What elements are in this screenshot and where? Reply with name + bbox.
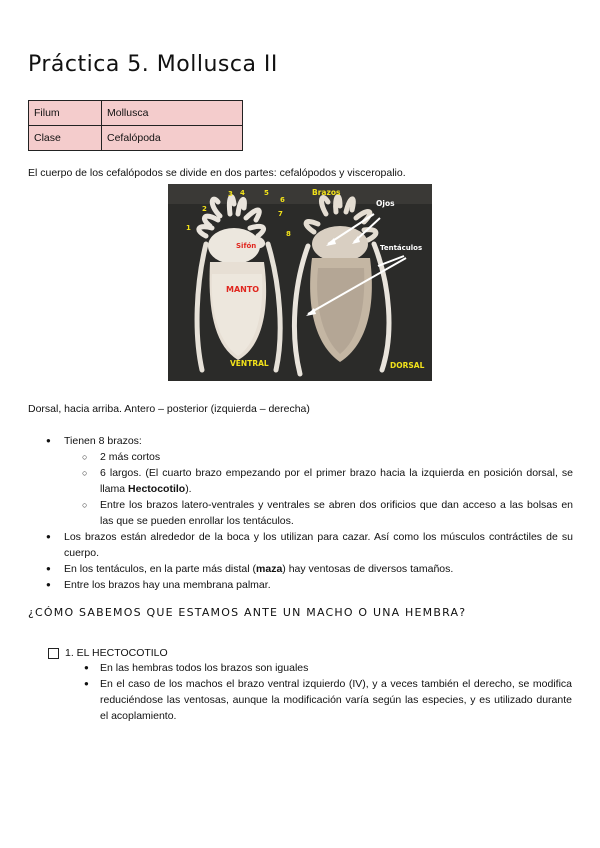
orientation-paragraph: Dorsal, hacia arriba. Antero – posterior (izquierda – derecha) (28, 403, 310, 415)
arms-sublist (64, 449, 573, 529)
list-item (64, 676, 572, 724)
list-item (28, 577, 573, 593)
list-item (28, 561, 573, 577)
hectocotilo-checkbox-row[interactable] (48, 647, 168, 659)
list-item-text: En los tentáculos, en la parte más distal ( (64, 563, 257, 575)
arm-number-5: 5 (264, 189, 269, 197)
sifon-label: Sifón (236, 242, 257, 250)
hectocotilo-list (64, 660, 572, 724)
taxonomy-key: Filum (29, 101, 102, 126)
arm-number-7: 7 (278, 210, 283, 218)
dorsal-label: DORSAL (390, 361, 425, 370)
list-item (28, 465, 573, 497)
cuttlefish-photo (168, 184, 432, 381)
table-row (29, 101, 243, 126)
list-item-text: En las hembras todos los brazos son iguales (100, 662, 309, 674)
arm-number-1: 1 (186, 224, 191, 232)
page-title: Práctica 5. Mollusca II (28, 52, 278, 77)
list-item-text: Los brazos están alrededor de la boca y los utilizan para cazar. Así como los músculos contráctiles de su cuerpo. (64, 531, 573, 559)
taxonomy-key: Clase (29, 126, 102, 151)
features-list (28, 433, 573, 593)
arm-number-2: 2 (202, 205, 207, 213)
list-item-text: ). (185, 483, 192, 495)
checkbox-label: 1. EL HECTOCOTILO (65, 647, 168, 659)
list-item-text: 2 más cortos (100, 451, 161, 463)
arm-number-3: 3 (228, 190, 233, 198)
ojos-label: Ojos (376, 199, 395, 208)
list-item (28, 497, 573, 529)
section-heading: ¿CÓMO SABEMOS QUE ESTAMOS ANTE UN MACHO O UNA HEMBRA? (28, 606, 467, 619)
ventral-label: VENTRAL (230, 359, 269, 368)
list-item (28, 449, 573, 465)
list-item (28, 433, 573, 529)
list-item (28, 529, 573, 561)
list-item-text: Entre los brazos latero-ventrales y ventrales se abren dos orificios que dan acceso a las bolsas en las que se pueden enrollar los tentáculos. (100, 499, 573, 527)
cuttlefish-illustration (168, 184, 432, 381)
brazos-label: Brazos (312, 188, 341, 197)
list-item (64, 660, 572, 676)
list-item-text: ) hay ventosas de diversos tamaños. (282, 563, 454, 575)
hectocotilo-term: Hectocotilo (128, 483, 186, 495)
arm-number-6: 6 (280, 196, 285, 204)
arm-number-4: 4 (240, 189, 245, 197)
checkbox[interactable] (48, 648, 59, 659)
taxonomy-table (28, 100, 243, 151)
taxonomy-value: Mollusca (102, 101, 243, 126)
list-item-text: Entre los brazos hay una membrana palmar. (64, 579, 271, 591)
maza-term: maza (256, 563, 283, 575)
list-item-text: Tienen 8 brazos: (64, 435, 142, 447)
tentaculos-label: Tentáculos (380, 244, 423, 252)
manto-label: MANTO (226, 285, 260, 294)
intro-paragraph: El cuerpo de los cefalópodos se divide en dos partes: cefalópodos y visceropalio. (28, 167, 406, 179)
list-item-text: En el caso de los machos el brazo ventral izquierdo (IV), y a veces también el derecho, se modifica reduciéndose las ventosas, aunque la modificación varía según las especies, y es utilizado durante el acoplamiento. (100, 678, 572, 722)
list-item-text: 6 largos. (El cuarto brazo empezando por el primer brazo hacia la izquierda en posición dorsal, se llama (100, 467, 573, 495)
arm-number-8: 8 (286, 230, 291, 238)
table-row (29, 126, 243, 151)
taxonomy-value: Cefalópoda (102, 126, 243, 151)
